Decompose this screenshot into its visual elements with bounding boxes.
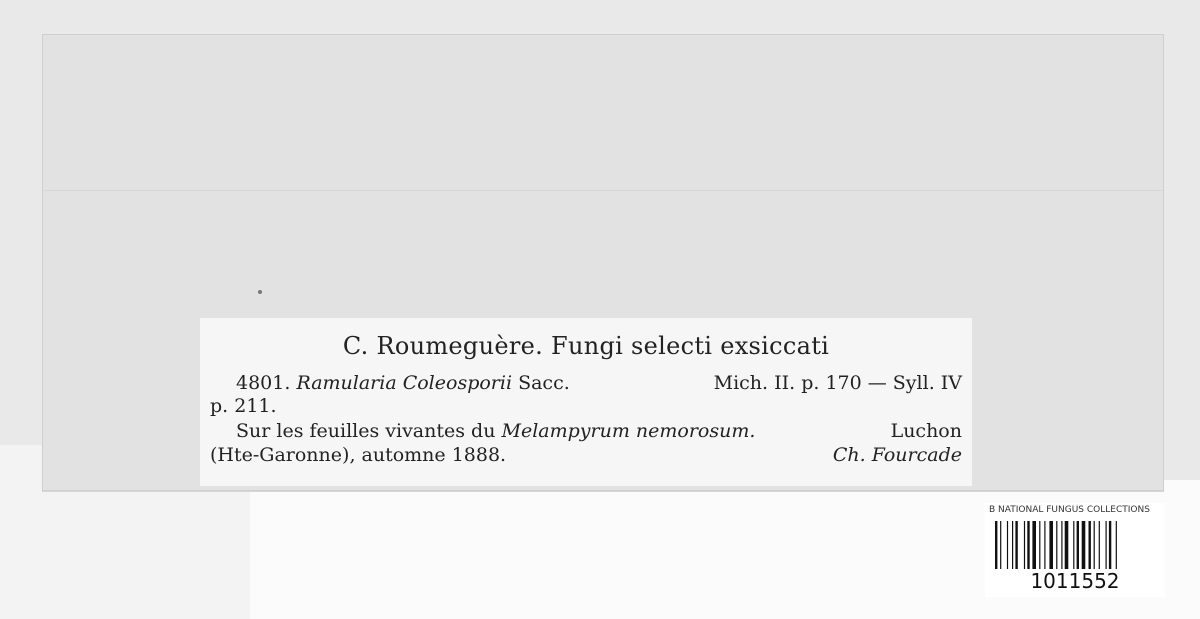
locality: Luchon [890, 420, 962, 442]
barcode-number: 1011552 [1030, 569, 1120, 593]
specimen-mark [258, 290, 262, 294]
habitat-text: Sur les feuilles vivantes du [236, 420, 496, 442]
label-line-2: p. 211. [210, 395, 277, 417]
label-line-1 [236, 372, 570, 394]
label-line-3 [236, 420, 755, 442]
envelope-flap-fold [43, 190, 1163, 191]
specimen-number: 4801. [236, 372, 291, 394]
barcode-bars [995, 521, 1153, 569]
barcode-header: B NATIONAL FUNGUS COLLECTIONS [989, 505, 1150, 515]
label-title: C. Roumeguère. Fungi selecti exsiccati [342, 332, 830, 360]
exsiccata-label [200, 318, 972, 486]
species-author: Sacc. [518, 372, 570, 394]
species-name: Ramularia Coleosporii [296, 372, 513, 394]
barcode-label [985, 503, 1165, 597]
label-line-4: (Hte-Garonne), automne 1888. [210, 444, 507, 466]
label-reference: Mich. II. p. 170 — Syll. IV [713, 372, 962, 394]
host-name: Melampyrum nemorosum. [501, 420, 756, 442]
collector-name: Ch. Fourcade [832, 444, 962, 466]
